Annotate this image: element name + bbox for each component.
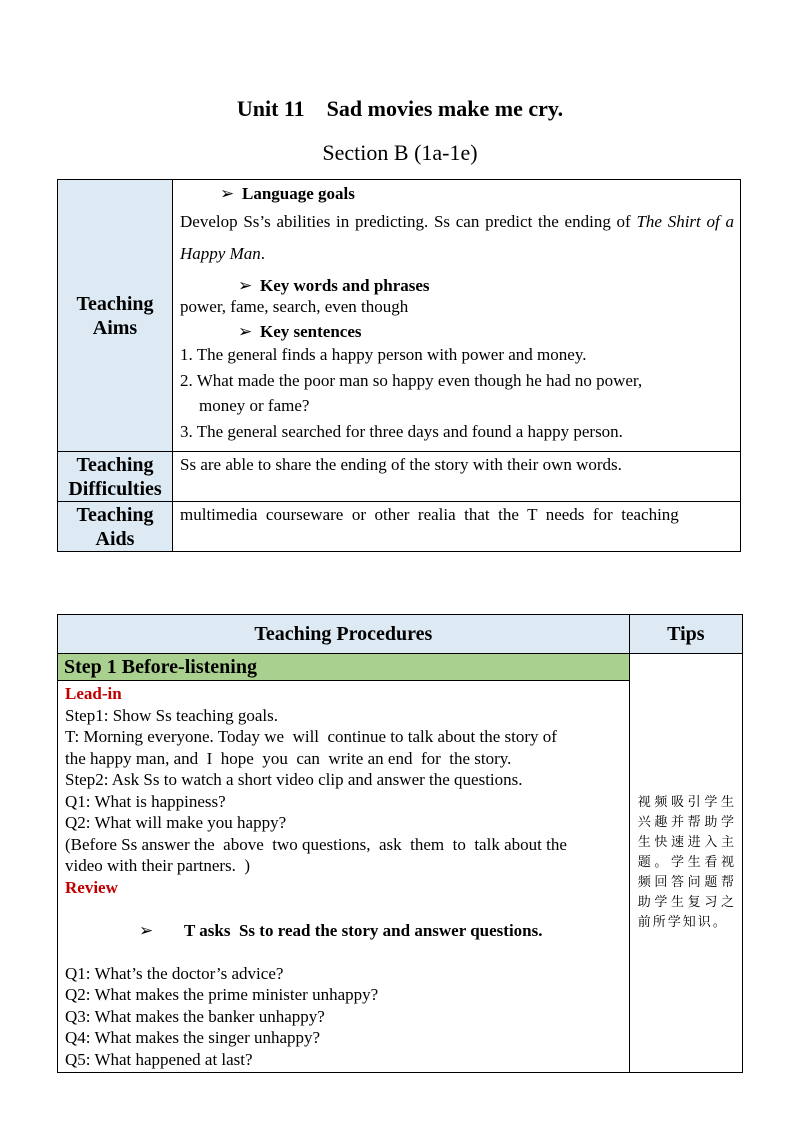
lead-in-heading: Lead-in — [65, 684, 122, 703]
lead-in-line: (Before Ss answer the above two questions, ask them to talk about the — [65, 834, 567, 854]
arrow-bullet-icon: ➢ — [220, 184, 235, 203]
review-task-heading: ➢ T asks Ss to read the story and answer questions. — [139, 920, 543, 940]
teaching-procedures-table — [57, 614, 743, 1073]
teaching-procedures-header: Teaching Procedures — [58, 615, 630, 654]
arrow-bullet-icon: ➢ — [139, 920, 154, 940]
lead-in-line: Q2: What will make you happy? — [65, 813, 287, 832]
teaching-aids-content: multimedia courseware or other realia that the T needs for teaching — [173, 502, 741, 552]
teaching-difficulties-label: Teaching Difficulties — [58, 452, 173, 502]
teaching-info-table — [57, 179, 741, 552]
page-subtitle: Section B (1a-1e) — [322, 140, 478, 165]
review-heading: Review — [65, 877, 118, 897]
sentence-item: 1. The general finds a happy person with power and money. — [180, 345, 587, 364]
arrow-bullet-icon: ➢ — [238, 276, 253, 295]
lead-in-line: the happy man, and I hope you can write an end for the story. — [65, 748, 512, 768]
key-words-text: power, fame, search, even though — [180, 297, 409, 316]
key-sentences-heading: ➢ Key sentences — [238, 322, 362, 341]
review-question: Q3: What makes the banker unhappy? — [65, 1006, 325, 1026]
tips-content: 视频吸引学生兴趣并帮助学生快速进入主题。学生看视频回答问题帮助学生复习之前所学知识。 — [629, 654, 742, 1073]
lead-in-line: Q1: What is happiness? — [65, 791, 226, 811]
step-1-title: Step 1 Before-listening — [58, 654, 630, 681]
review-question: Q5: What happened at last? — [65, 1049, 253, 1069]
arrow-bullet-icon: ➢ — [238, 322, 253, 341]
sentence-item: 2. What made the poor man so happy even though he had no power, — [180, 370, 643, 390]
teaching-aims-content — [173, 180, 741, 452]
review-question: Q1: What’s the doctor’s advice? — [65, 963, 284, 983]
step-1-body — [58, 681, 630, 1073]
teaching-aims-label: Teaching Aims — [58, 180, 173, 452]
sentence-item: 3. The general searched for three days and found a happy person. — [180, 421, 623, 441]
story-title: The Shirt of a Happy Man — [180, 212, 734, 263]
page-title: Unit 11 Sad movies make me cry. — [236, 96, 564, 121]
lead-in-line: Step1: Show Ss teaching goals. — [65, 705, 278, 725]
tips-header: Tips — [629, 615, 742, 654]
lead-in-line: Step2: Ask Ss to watch a short video clip and answer the questions. — [65, 770, 523, 789]
lead-in-line: T: Morning everyone. Today we will continue to talk about the story of — [65, 727, 557, 746]
teaching-difficulties-content: Ss are able to share the ending of the story with their own words. — [173, 452, 741, 502]
language-goals-text: Develop Ss’s abilities in predicting. Ss can predict the ending of The Shirt of a Happy Man. — [180, 212, 734, 263]
language-goals-heading: ➢ Language goals — [220, 184, 355, 203]
review-question: Q4: What makes the singer unhappy? — [65, 1028, 321, 1047]
sentence-item: money or fame? — [199, 396, 310, 415]
key-words-heading: ➢ Key words and phrases — [238, 276, 430, 295]
review-question: Q2: What makes the prime minister unhappy? — [65, 985, 379, 1004]
teaching-aids-label: Teaching Aids — [58, 502, 173, 552]
key-sentences-list — [180, 342, 734, 444]
lead-in-line: video with their partners. ) — [65, 856, 251, 875]
